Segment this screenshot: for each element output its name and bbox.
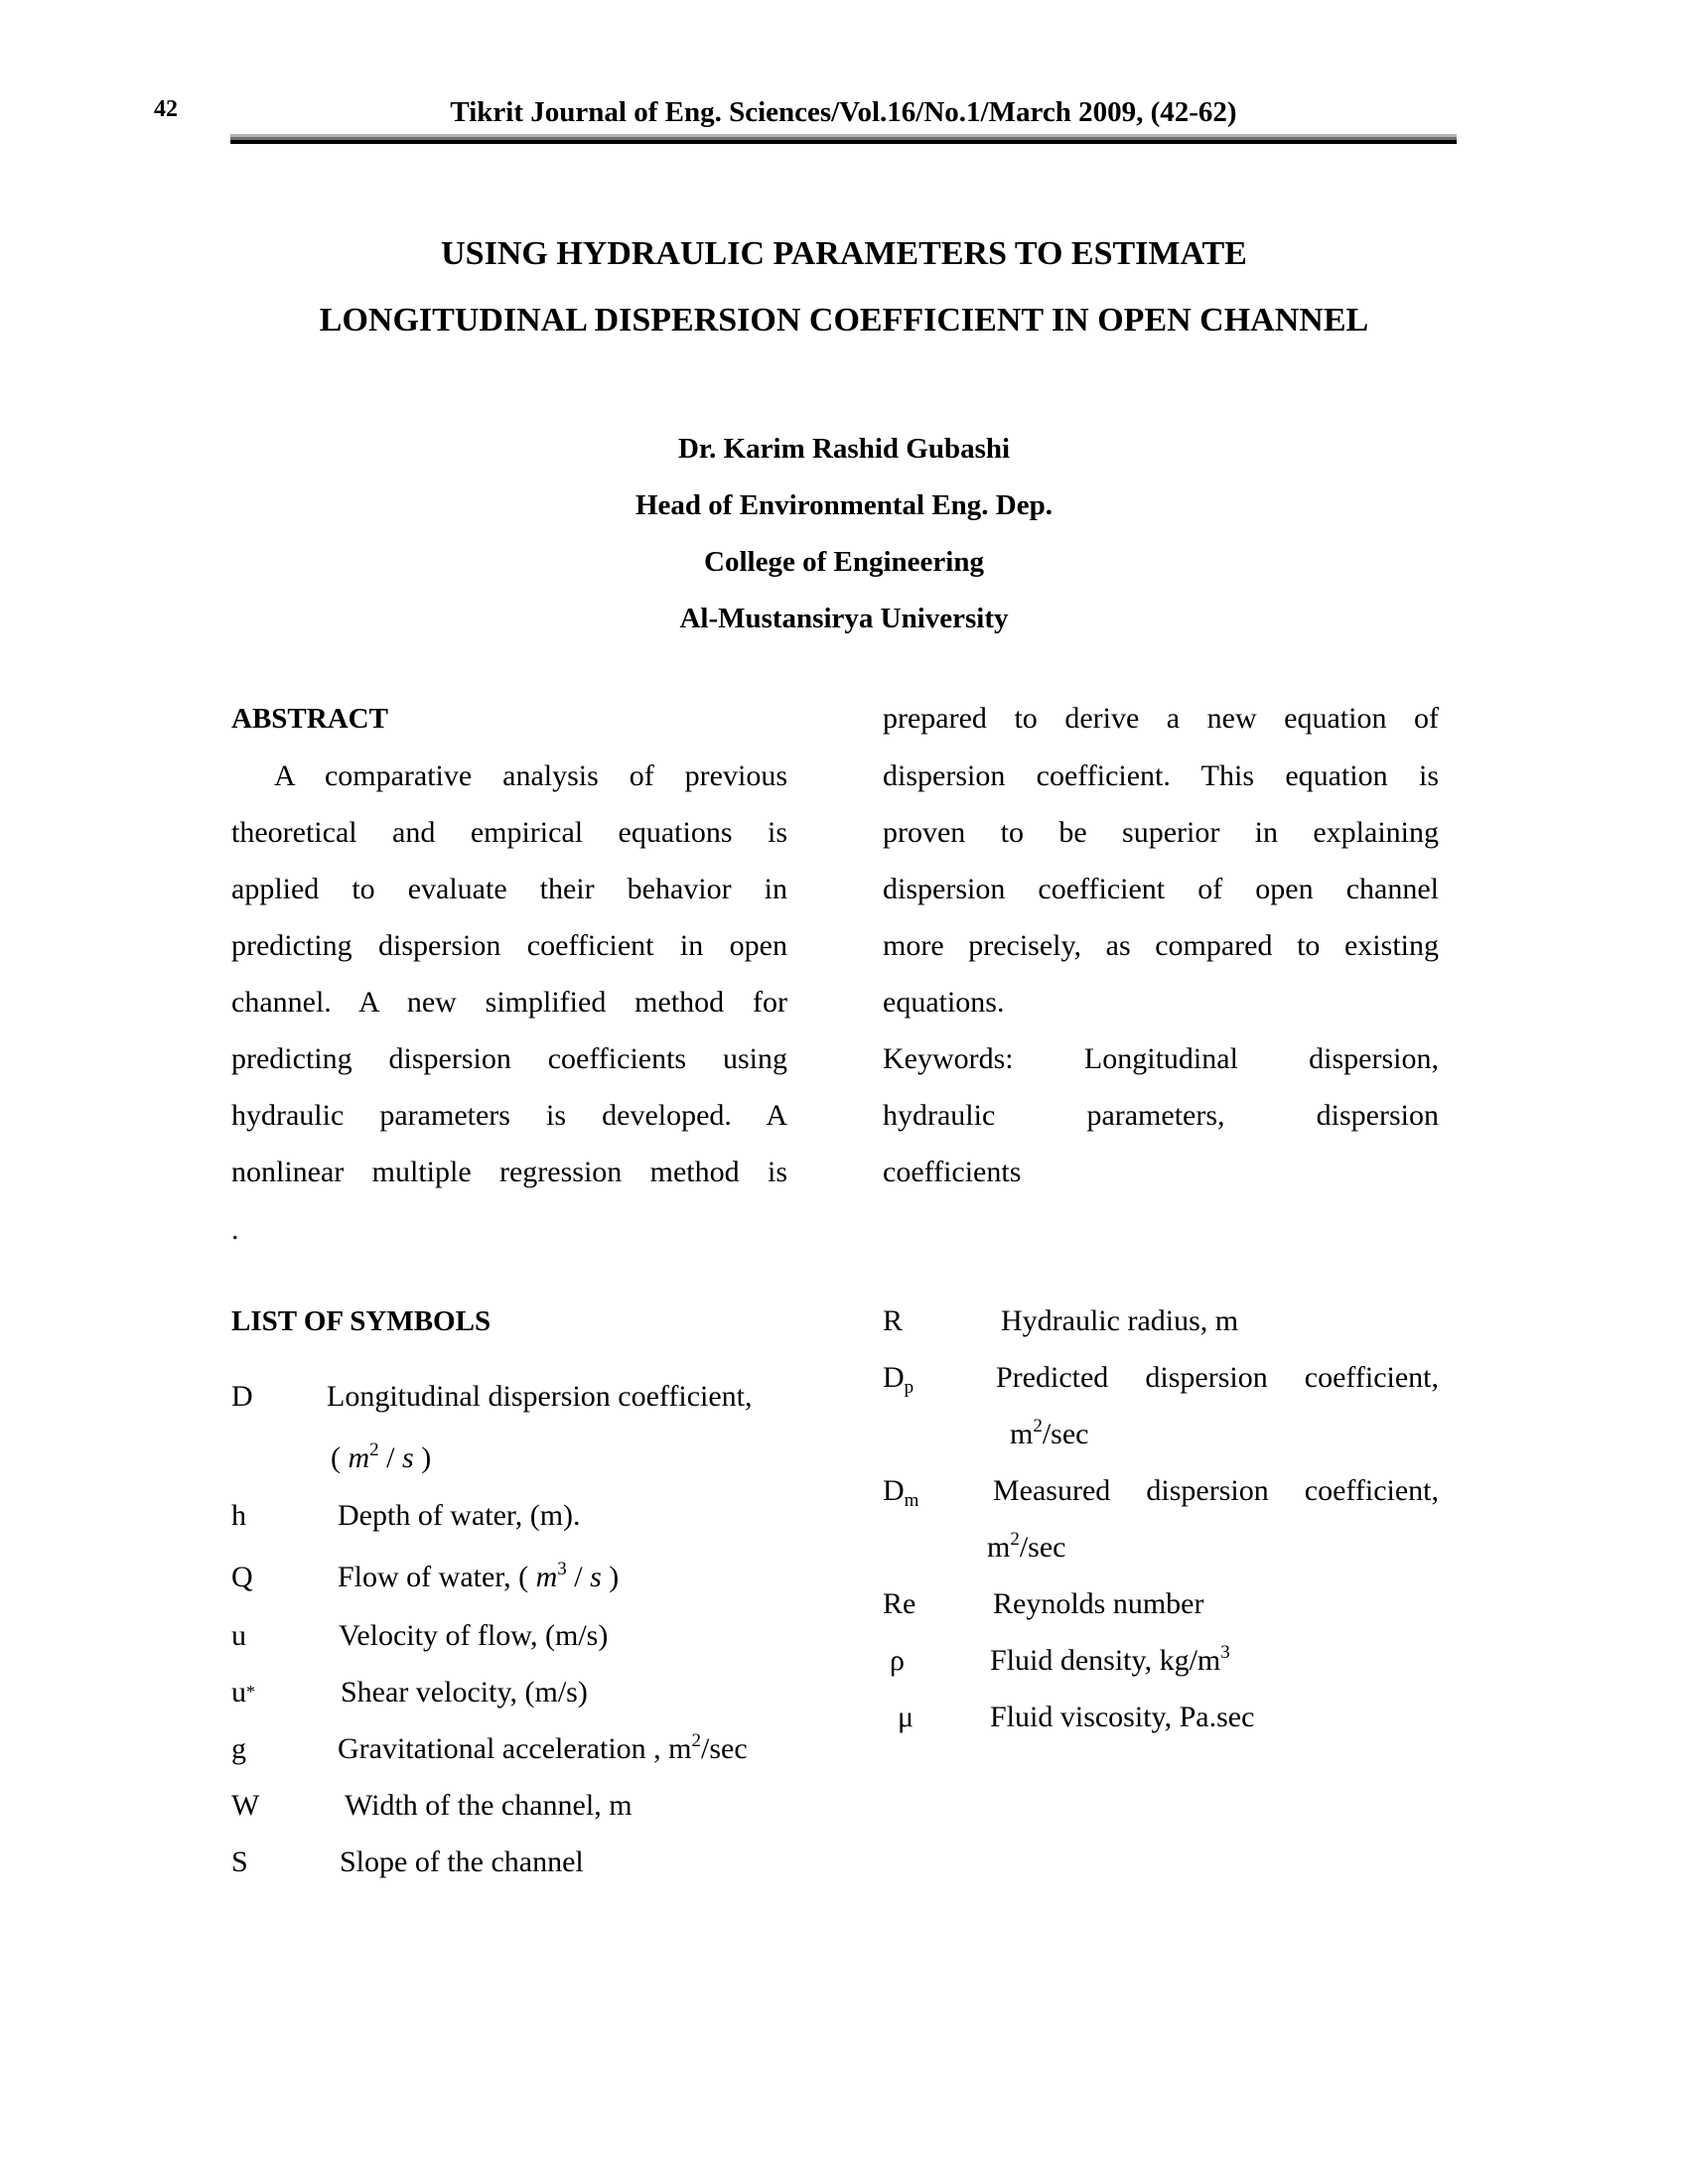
abstract-line: predicting dispersion coefficients using (231, 1042, 787, 1075)
abstract-line: proven to be superior in explaining (883, 816, 1439, 849)
symbol-description: Longitudinal dispersion coefficient, (327, 1380, 753, 1413)
symbol: R (883, 1304, 904, 1337)
abstract-line: hydraulic parameters is developed. A (231, 1099, 787, 1132)
symbol-description: Velocity of flow, (m/s) (339, 1619, 609, 1652)
symbol-unit: $m^2/\sec$ (987, 1529, 1066, 1564)
symbol: ρ (890, 1644, 905, 1677)
keywords-line: hydraulic parameters, dispersion (883, 1099, 1439, 1132)
keywords-line: Keywords: Longitudinal dispersion, (883, 1042, 1439, 1075)
author-position: Head of Environmental Eng. Dep. (634, 489, 1053, 521)
abstract-line: predicting dispersion coefficient in open (231, 929, 787, 962)
paper-title-line-2: LONGITUDINAL DISPERSION COEFFICIENT IN OPEN CHANNEL (319, 302, 1369, 339)
abstract-line: more precisely, as compared to existing (883, 929, 1439, 962)
abstract-heading: ABSTRACT (231, 703, 388, 735)
symbols-heading: LIST OF SYMBOLS (231, 1305, 492, 1337)
symbol: W (231, 1789, 260, 1822)
abstract-line: applied to evaluate their behavior in (231, 873, 787, 905)
symbol: S (231, 1845, 248, 1878)
symbol: h (231, 1499, 246, 1532)
symbol-unit: $m^2/\sec$ (1010, 1416, 1089, 1450)
symbol-description: Fluid viscosity, Pa.sec (990, 1701, 1255, 1733)
abstract-line: prepared to derive a new equation of (883, 702, 1439, 735)
journal-header: Tikrit Journal of Eng. Sciences/Vol.16/No.1/March 2009, (42-62) (450, 96, 1237, 128)
abstract-line: nonlinear multiple regression method is (231, 1156, 787, 1188)
symbol-description: Fluid density, $kg/m^3$ (990, 1642, 1230, 1677)
abstract-line: channel. A new simplified method for (231, 986, 787, 1019)
abstract-line: . (231, 1213, 239, 1246)
header-rule-dark (230, 140, 1457, 144)
symbol: g (231, 1732, 246, 1765)
symbol-description: Shear velocity, (m/s) (341, 1676, 588, 1708)
abstract-line: dispersion coefficient of open channel (883, 873, 1439, 905)
symbol-description: Measured dispersion coefficient, (993, 1474, 1439, 1507)
symbol-unit: ( $m^2$ / s ) (331, 1439, 432, 1474)
symbol: μ (898, 1701, 914, 1733)
paper-title-line-1: USING HYDRAULIC PARAMETERS TO ESTIMATE (441, 235, 1247, 272)
symbol: D (231, 1380, 253, 1413)
symbol: Q (231, 1561, 253, 1593)
symbol-description: Predicted dispersion coefficient, (996, 1361, 1439, 1394)
abstract-line: theoretical and empirical equations is (231, 816, 787, 849)
author-college: College of Engineering (704, 546, 984, 578)
symbol-description: Depth of water, (m). (338, 1499, 581, 1532)
page-number: 42 (154, 96, 178, 122)
author-name: Dr. Karim Rashid Gubashi (677, 433, 1011, 465)
keywords-line: coefficients (883, 1156, 1022, 1188)
symbol: $D_p$ (883, 1361, 914, 1398)
symbol: Re (883, 1587, 916, 1620)
symbol-description: Gravitational acceleration , $m^2/\sec$ (338, 1730, 748, 1765)
abstract-line: equations. (883, 986, 1005, 1019)
symbol-description: Slope of the channel (340, 1845, 584, 1878)
symbol-description: Hydraulic radius, m (1001, 1304, 1239, 1337)
symbol: u (231, 1619, 246, 1652)
symbol-description: Flow of water, ( $m^3$ / s ) (338, 1559, 620, 1593)
abstract-line: A comparative analysis of previous (274, 759, 787, 792)
author-university: Al-Mustansirya University (679, 603, 1009, 634)
symbol: u* (231, 1676, 255, 1708)
symbol: $D_m$ (883, 1474, 919, 1511)
abstract-line: dispersion coefficient. This equation is (883, 759, 1439, 792)
symbol-description: Reynolds number (993, 1587, 1204, 1620)
symbol-description: Width of the channel, m (345, 1789, 633, 1822)
